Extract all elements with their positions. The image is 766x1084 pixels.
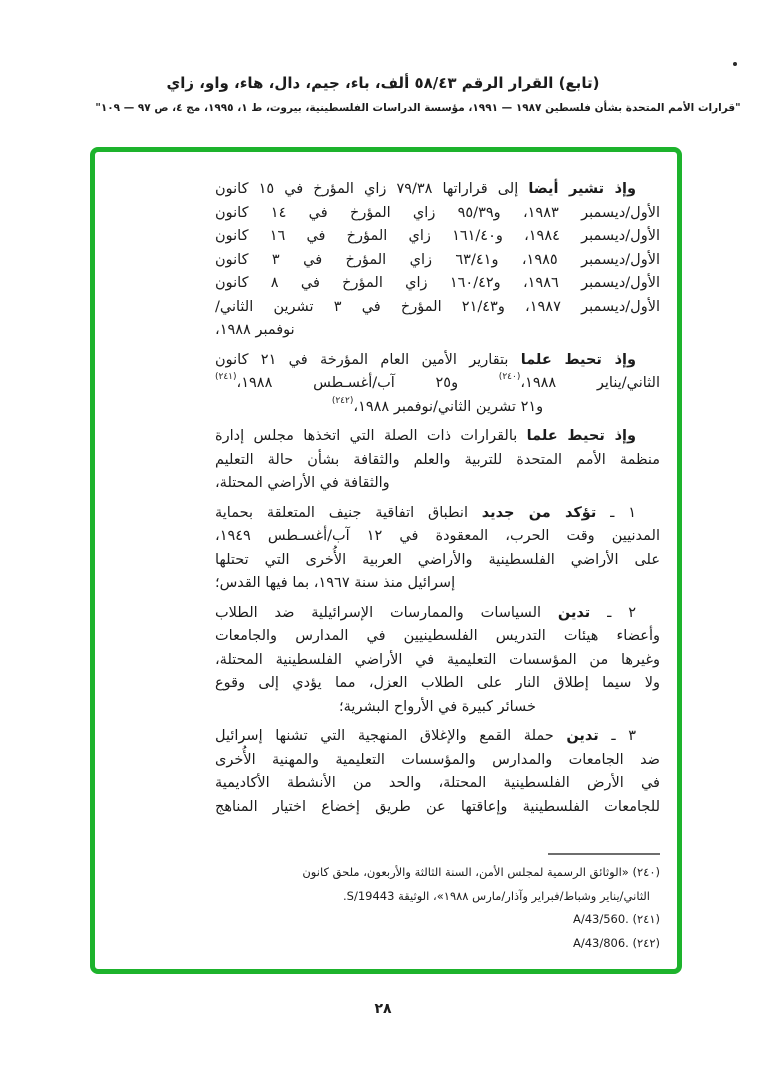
text-segment: وإذ تحيط علما <box>526 428 636 444</box>
text-segment: ١ ـ <box>596 504 636 521</box>
text-segment: في الأرض الفلسطينية المحتلة، والحد من الأنشطة الأكاديمية <box>215 775 660 791</box>
text-segment: وإذ تحيط علما <box>520 351 636 368</box>
footnote-line <box>215 886 660 910</box>
text-segment: و٢٥ آب/أغسـطس ١٩٨٨، <box>236 375 499 391</box>
text-segment: (٢٤٠) «الوثائق الرسمية لمجلس الأمن، السنة الثالثة والأربعون، ملحق كانون <box>302 865 660 879</box>
body-line <box>215 749 660 773</box>
operative-paragraph-3 <box>215 725 660 819</box>
text-segment: ولا سيما إطلاق النار على الطلاب العزل، مما يؤدي إلى وقوع <box>215 675 660 691</box>
body-line <box>215 372 660 396</box>
body-line <box>215 772 660 796</box>
operative-paragraph-2 <box>215 602 660 720</box>
footnote-line <box>215 909 660 933</box>
text-segment: الثاني/يناير وشباط/فبراير وآذار/مارس ١٩٨٨»، الوثيقة S/19443. <box>343 888 650 903</box>
body-line <box>215 625 660 649</box>
body-line <box>215 696 660 720</box>
document-body <box>215 178 660 825</box>
footnote-reference: (٢٤١) <box>215 372 237 383</box>
body-line <box>215 225 660 249</box>
text-segment: الأول/ديسمبر ١٩٨٧، و٢١/٤٣ المؤرخ في ٣ تشرين الثاني/ <box>215 298 660 315</box>
body-line <box>215 672 660 696</box>
body-line <box>215 425 660 449</box>
text-segment: تؤكد من جديد <box>481 504 597 521</box>
body-line <box>215 725 660 749</box>
footnote-240 <box>215 862 660 909</box>
body-line <box>215 178 660 202</box>
operative-paragraph-1 <box>215 502 660 596</box>
text-segment: الأول/ديسمبر ١٩٨٤، و١٦١/٤٠ زاي المؤرخ في ١٦ كانون <box>215 228 660 244</box>
text-segment: على الأراضي الفلسطينية والأراضي العربية الأُخرى التي تحتلها <box>215 551 660 568</box>
text-segment: بالقرارات ذات الصلة التي اتخذها مجلس إدارة <box>215 428 527 444</box>
body-line <box>215 202 660 226</box>
text-segment: (٢٤٢) <box>628 935 660 950</box>
text-segment: نوفمبر ١٩٨٨، <box>215 322 295 338</box>
footnote-line <box>215 862 660 886</box>
body-line <box>215 649 660 673</box>
document-citation-subtitle: "قرارات الأمم المتحدة بشأن فلسطين ١٩٨٧ — ١٩٩١، مؤسسة الدراسات الفلسطينية، بيروت، ط ١، ١٩٩٥، مج ٤، ص ٩٧ — ١٠٩" <box>95 102 741 114</box>
text-segment: خسائر كبيرة في الأرواح البشرية؛ <box>339 698 536 715</box>
page-header <box>0 74 766 114</box>
body-line <box>215 449 660 473</box>
text-segment: ٢ ـ <box>590 604 636 621</box>
body-line <box>215 272 660 296</box>
text-segment: الأول/ديسمبر ١٩٨٦، و١٦٠/٤٢ زاي المؤرخ في ٨ كانون <box>215 275 660 291</box>
body-line <box>215 319 660 343</box>
body-line <box>215 602 660 626</box>
text-segment: للجامعات الفلسطينية وإعاقتها عن طريق إخضاع اختيار المناهج <box>215 798 660 815</box>
preambular-paragraph-3 <box>215 425 660 496</box>
body-line <box>215 472 660 496</box>
text-segment: تدين <box>566 728 599 744</box>
text-segment: الأول/ديسمبر ١٩٨٣، و٩٥/٣٩ زاي المؤرخ في ١٤ كانون <box>215 204 660 221</box>
text-segment: تدين <box>557 604 591 621</box>
footnotes-section <box>215 853 660 956</box>
footnotes-list <box>215 862 660 956</box>
highlight-box <box>90 147 682 974</box>
text-segment: ضد الجامعات والمدارس والمؤسسات التعليمية والمهنية الأُخرى <box>215 751 660 768</box>
text-segment: ٣ ـ <box>598 728 636 744</box>
body-line <box>215 249 660 273</box>
body-line <box>215 525 660 549</box>
text-segment: وغيرها من المؤسسات التعليمية في الأراضي الفلسطينية المحتلة، <box>215 651 660 668</box>
text-segment: A/43/560. <box>572 912 629 926</box>
text-segment: وأعضاء هيئات التدريس الفلسطينيين في المدارس والجامعات <box>215 628 660 644</box>
text-segment: وإذ تشير أيضا <box>528 181 637 197</box>
text-segment: الأول/ديسمبر ١٩٨٥، و٦٣/٤١ زاي المؤرخ في ٣ كانون <box>215 251 660 268</box>
text-segment: بتقارير الأمين العام المؤرخة في ٢١ كانون <box>215 351 521 368</box>
text-segment: انطباق اتفاقية جنيف المتعلقة بحماية <box>215 504 482 521</box>
body-line <box>215 502 660 526</box>
text-segment: (٢٤١) <box>628 912 660 926</box>
text-segment: منظمة الأمم المتحدة للتربية والعلم والثقافة بشأن حالة التعليم <box>215 451 660 468</box>
page-number: ٢٨ <box>374 1001 392 1017</box>
print-artifact-dot <box>733 62 737 66</box>
text-segment: والثقافة في الأراضي المحتلة، <box>215 475 390 491</box>
text-segment: و٢١ تشرين الثاني/نوفمبر ١٩٨٨، <box>353 398 544 415</box>
text-segment: المدنيين وقت الحرب، المعقودة في ١٢ آب/أغسـطس ١٩٤٩، <box>215 528 661 544</box>
text-segment: إلى قراراتها ٧٩/٣٨ زاي المؤرخ في ١٥ كانون <box>215 181 529 197</box>
document-title: (تابع) القرار الرقم ٥٨/٤٣ ألف، باء، جيم، دال، هاء، واو، زاي <box>166 74 600 92</box>
body-line <box>215 396 660 420</box>
body-line <box>215 549 660 573</box>
preambular-paragraph-2 <box>215 349 660 420</box>
body-line <box>215 796 660 820</box>
body-line <box>215 349 660 373</box>
footnote-separator-line <box>548 853 660 855</box>
preambular-paragraph-1 <box>215 178 660 343</box>
body-line <box>215 296 660 320</box>
text-segment: إسرائيل منذ سنة ١٩٦٧، بما فيها القدس؛ <box>215 575 456 591</box>
text-segment: الثاني/يناير ١٩٨٨، <box>520 375 660 391</box>
body-line <box>215 572 660 596</box>
text-segment: A/43/806. <box>572 935 629 950</box>
footnote-reference: (٢٤٢) <box>331 395 354 406</box>
footnote-242 <box>215 933 660 957</box>
footnote-241 <box>215 909 660 933</box>
footnote-reference: (٢٤٠) <box>498 372 521 383</box>
text-segment: حملة القمع والإغلاق المنهجية التي تشنها إسرائيل <box>215 728 567 744</box>
text-segment: السياسات والممارسات الإسرائيلية ضد الطلاب <box>215 604 558 621</box>
footnote-line <box>215 933 660 957</box>
